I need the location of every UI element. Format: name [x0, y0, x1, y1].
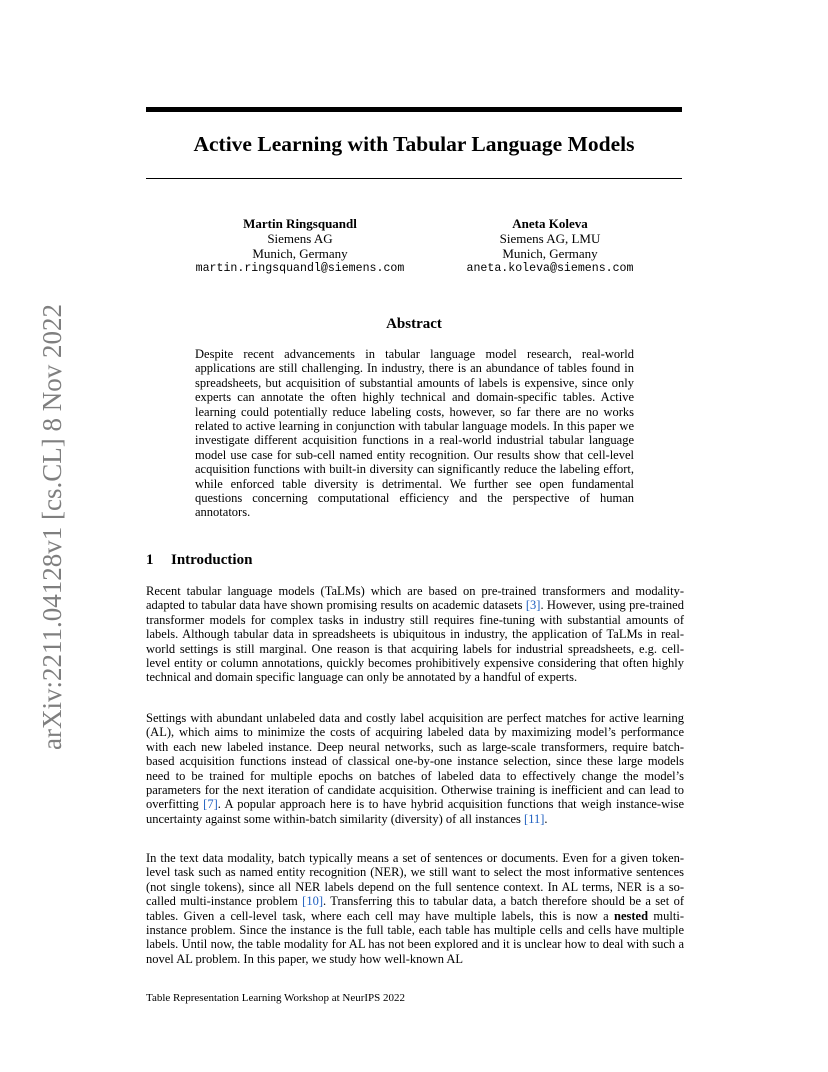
venue-footer: Table Representation Learning Workshop at NeurIPS 2022 — [146, 992, 406, 1004]
paper-title: Active Learning with Tabular Language Models — [193, 132, 635, 156]
abstract-heading: Abstract — [386, 316, 442, 332]
paragraph-text: . — [544, 811, 548, 826]
author-location: Munich, Germany — [502, 246, 598, 261]
section-title: Introduction — [171, 552, 253, 568]
author-location: Munich, Germany — [252, 246, 348, 261]
citation-link[interactable]: [11] — [524, 811, 545, 826]
author-name: Martin Ringsquandl — [243, 216, 357, 231]
citation-link[interactable]: [3] — [525, 598, 541, 613]
author-email[interactable]: martin.ringsquandl@siemens.com — [195, 262, 405, 275]
section-heading — [146, 551, 252, 569]
author-affiliation: Siemens AG, LMU — [499, 231, 601, 246]
paragraph-text: Recent tabular language models (TaLMs) which are based on pre-trained transformers and modality-adapted to tabular data have shown promising results on academic datasets — [146, 584, 684, 613]
citation-link[interactable]: [7] — [203, 797, 218, 812]
paragraph-text: multi-instance problem. Since the instance is the full table, each table has multiple cells and cells have multiple labels. Until now, the table modality for AL has not been explored and it is unclear how to deal with such a novel AL problem. In this paper, we study how well-known AL — [146, 908, 684, 966]
intro-paragraph-2 — [146, 711, 684, 826]
author-affiliation: Siemens AG — [267, 231, 333, 246]
paragraph-text: . Transferring this to tabular data, a batch therefore should be a set of tables. Given a cell-level task, where each cell may have multiple labels, this is now a — [146, 894, 684, 923]
author-name: Aneta Koleva — [512, 216, 588, 231]
author-block — [445, 216, 655, 276]
paragraph-text: In the text data modality, batch typically means a set of sentences or documents. Even for a given token-level task such as named entity recognition (NER), we still want to select the most informative sentences (not single tokens), since all NER labels depend on the full sentence context. In AL terms, NER is a so-called multi-instance problem — [146, 851, 684, 909]
paragraph-text: Settings with abundant unlabeled data and costly label acquisition are perfect matches for active learning (AL), which aims to minimize the costs of acquiring labeled data by maximizing model’s performance with each new labeled instance. Deep neural networks, such as large-scale transformers, require batch-based acquisition functions instead of classical one-by-one instance selection, since these large models need to be trained for multiple epochs on batches of labeled data to effectively change the model’s parameters for the next iteration of candidate acquisition. Otherwise training is inefficient and can lead to overfitting — [146, 711, 684, 812]
section-number: 1 — [146, 552, 154, 568]
emphasis-text: nested — [614, 908, 649, 923]
title-rule-top — [146, 107, 682, 112]
paragraph-text: . However, using pre-trained transformer models for complex tasks in industry still requires fine-tuning with substantial amounts of labels. Although tabular data in spreadsheets is ubiquitous in industry, the application of TaLMs in real-world settings is still marginal. One reason is that acquiring labels for industrial spreadsheets, e.g. cell-level entity or column annotations, quickly becomes prohibitively expensive considering that often highly technical and domain specific language can only be annotated by a handful of experts. — [146, 598, 684, 685]
intro-paragraph-3 — [146, 851, 684, 966]
citation-link[interactable]: [10] — [302, 894, 323, 909]
paragraph-text: . A popular approach here is to have hybrid acquisition functions that weigh instance-wise uncertainty against some within-batch similarity (diversity) of all instances — [146, 797, 684, 826]
arxiv-identifier: arXiv:2211.04128v1 [cs.CL] 8 Nov 2022 — [37, 304, 67, 750]
title-rule-bottom — [146, 178, 682, 179]
author-email[interactable]: aneta.koleva@siemens.com — [466, 262, 634, 275]
author-block — [180, 216, 420, 276]
intro-paragraph-1 — [146, 584, 684, 685]
abstract-text: Despite recent advancements in tabular language model research, real-world applications are still challenging. In industry, there is an abundance of tables found in spreadsheets, but acquisition of substantial amounts of labels is expensive, since only experts can annotate the often highly technical and domain-specific tables. Active learning could potentially reduce labeling costs, however, so far there are no works related to active learning in conjunction with tabular language models. In this paper we investigate different acquisition functions in a real-world industrial tabular language model use case for sub-cell named entity recognition. Our results show that cell-level acquisition functions with built-in diversity can significantly reduce the labeling effort, while enforced table diversity is detrimental. We further see open fundamental questions concerning computational efficiency and the perspective of human annotators. — [195, 347, 634, 520]
